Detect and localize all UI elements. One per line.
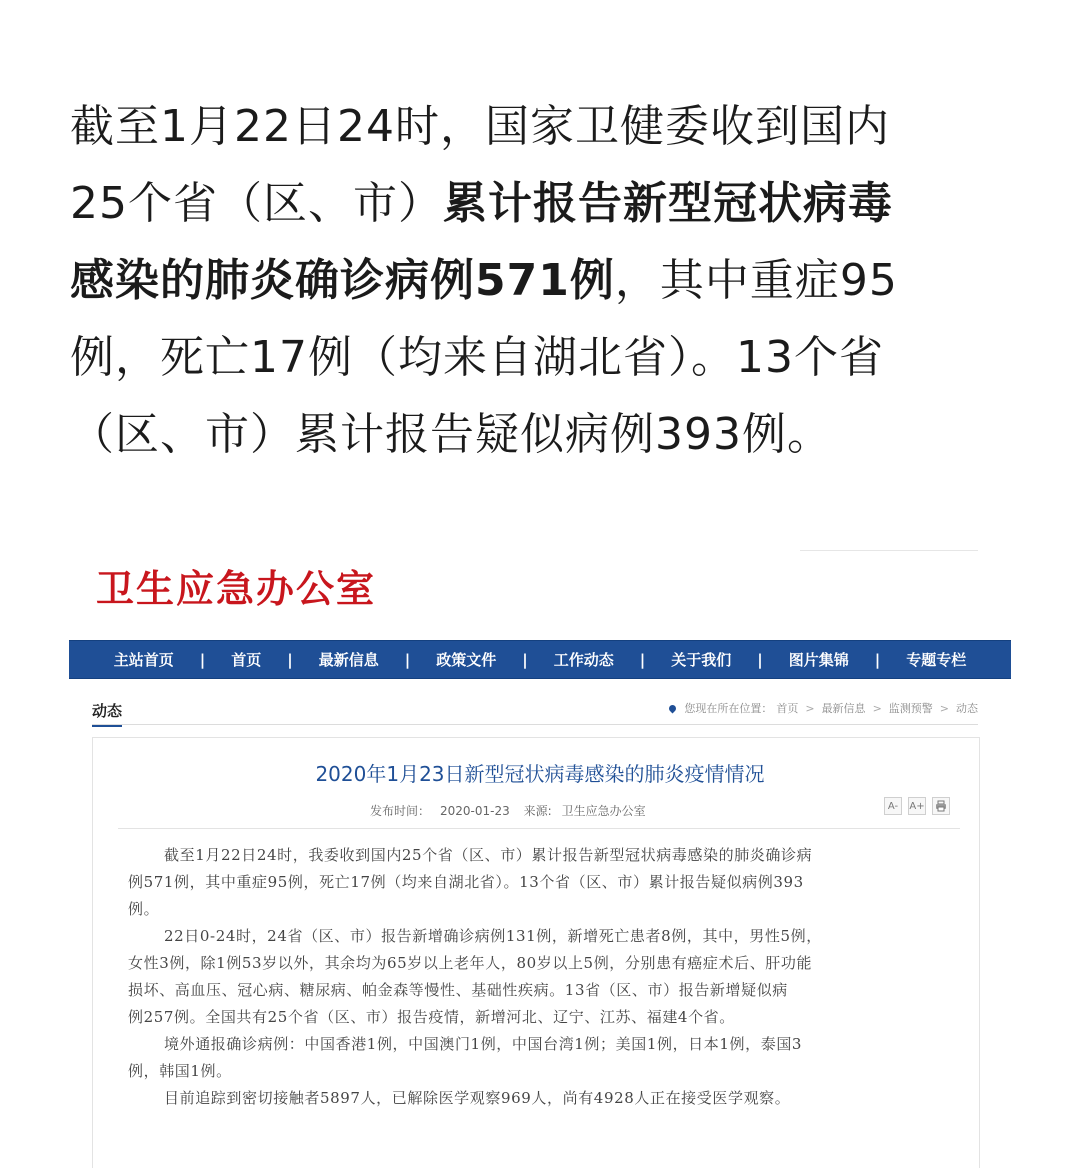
- article-line: 例571例，其中重症95例，死亡17例（均来自湖北省）。13个省（区、市）累计报告疑似病例393: [128, 873, 804, 891]
- divider: [800, 550, 978, 551]
- article-tools: [884, 797, 950, 815]
- article-title: 2020年1月23日新型冠状病毒感染的肺炎疫情情况: [315, 762, 765, 786]
- article-line: 损坏、高血压、冠心病、糖尿病、帕金森等慢性、基础性疾病。13省（区、市）报告新增疑似病: [128, 981, 788, 999]
- font-decrease-button[interactable]: A-: [884, 797, 902, 815]
- location-pin-icon: [668, 703, 678, 713]
- breadcrumb-monitoring[interactable]: 监测预警: [888, 702, 933, 715]
- nav-item-main-home[interactable]: 主站首页: [113, 651, 174, 669]
- nav-item-gallery[interactable]: 图片集锦: [788, 651, 849, 669]
- main-nav: [69, 640, 1011, 679]
- nav-item-policy[interactable]: 政策文件: [436, 651, 497, 669]
- print-icon: [935, 800, 947, 812]
- breadcrumb-separator: >: [872, 701, 882, 715]
- intro-line-3-post: ，其中重症95: [614, 255, 898, 306]
- nav-separator: |: [757, 650, 763, 669]
- intro-line-4: 例，死亡17例（均来自湖北省）。13个省: [70, 332, 884, 383]
- intro-line-3: [70, 242, 1020, 319]
- print-button[interactable]: [932, 797, 950, 815]
- source-label: 来源:: [523, 804, 552, 818]
- breadcrumb: [669, 700, 978, 716]
- nav-item-about[interactable]: 关于我们: [671, 651, 732, 669]
- article-line: 例257例。全国共有25个省（区、市）报告疫情，新增河北、辽宁、江苏、福建4个省。: [128, 1008, 735, 1026]
- nav-item-special[interactable]: 专题专栏: [906, 651, 967, 669]
- intro-line-2-bold: 累计报告新型冠状病毒: [443, 178, 893, 229]
- meta-divider: [118, 828, 960, 829]
- intro-line-2-pre: 25个省（区、市）: [70, 178, 443, 229]
- section-divider: [92, 724, 978, 725]
- article-line: 例，韩国1例。: [128, 1062, 232, 1080]
- nav-separator: |: [522, 650, 528, 669]
- article-meta: [370, 802, 656, 819]
- article-line: 目前追踪到密切接触者5897人，已解除医学观察969人，尚有4928人正在接受医学观察。: [164, 1089, 791, 1107]
- nav-separator: |: [639, 650, 646, 669]
- breadcrumb-home[interactable]: 首页: [776, 702, 799, 715]
- intro-line-1: 截至1月22日24时，国家卫健委收到国内: [70, 101, 890, 152]
- intro-line-3-bold-2: 571: [475, 255, 570, 306]
- intro-line-2: [70, 165, 1020, 242]
- nav-separator: |: [287, 650, 293, 669]
- nav-separator: |: [874, 650, 881, 669]
- font-increase-button[interactable]: A+: [908, 797, 926, 815]
- nav-separator: |: [404, 650, 411, 669]
- breadcrumb-separator: >: [805, 701, 815, 715]
- article-line: 境外通报确诊病例：中国香港1例，中国澳门1例，中国台湾1例；美国1例，日本1例，泰国3: [164, 1035, 803, 1053]
- site-title: 卫生应急办公室: [96, 567, 377, 611]
- publish-label: 发布时间：: [370, 804, 431, 818]
- nav-item-work-news[interactable]: 工作动态: [553, 651, 614, 669]
- source-name: 卫生应急办公室: [561, 804, 646, 818]
- article-body: [128, 842, 948, 1112]
- intro-paragraph: [70, 88, 1020, 473]
- intro-line-3-bold-3: 例: [569, 255, 615, 306]
- breadcrumb-latest[interactable]: 最新信息: [821, 702, 866, 715]
- article-line: 例。: [128, 900, 160, 918]
- article-line: 截至1月22日24时，我委收到国内25个省（区、市）累计报告新型冠状病毒感染的肺炎确诊病: [164, 846, 813, 864]
- article-line: 22日0-24时，24省（区、市）报告新增确诊病例131例，新增死亡患者8例，其中，男性5例，: [164, 927, 822, 945]
- article-line: 女性3例，除1例53岁以外，其余均为65岁以上老年人，80岁以上5例，分别患有癌症术后、肝功能: [128, 954, 813, 972]
- intro-line-3-bold-1: 感染的肺炎确诊病例: [70, 255, 475, 306]
- intro-line-5: （区、市）累计报告疑似病例393例。: [70, 409, 832, 460]
- breadcrumb-prefix: 您现在所在位置：: [684, 702, 773, 715]
- nav-separator: |: [199, 650, 206, 669]
- tab-news[interactable]: 动态: [92, 700, 122, 727]
- nav-item-home[interactable]: 首页: [231, 651, 262, 669]
- breadcrumb-separator: >: [939, 701, 949, 715]
- publish-date: 2020-01-23: [440, 804, 510, 818]
- breadcrumb-current[interactable]: 动态: [956, 702, 978, 715]
- nav-item-latest[interactable]: 最新信息: [318, 651, 379, 669]
